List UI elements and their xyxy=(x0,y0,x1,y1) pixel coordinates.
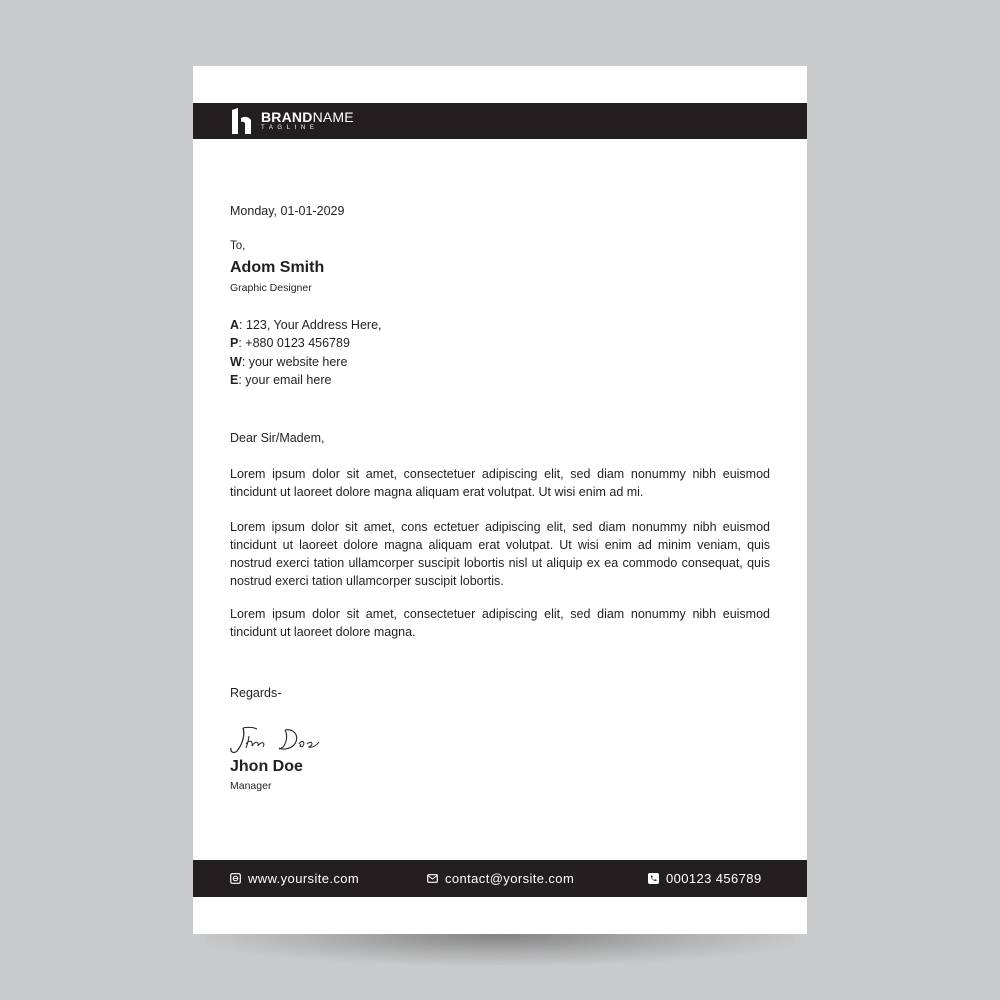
recipient-title: Graphic Designer xyxy=(230,282,312,294)
phone-icon xyxy=(648,873,659,884)
website-line xyxy=(230,353,382,371)
address-key: A xyxy=(230,318,240,332)
website-value: : your website here xyxy=(241,354,348,369)
sender-title: Manager xyxy=(230,780,272,792)
brand-name-light: NAME xyxy=(312,109,354,125)
email-value: : your email here xyxy=(238,372,332,387)
address-value: : 123, Your Address Here, xyxy=(239,318,382,332)
to-label: To, xyxy=(230,240,246,252)
body-paragraph: Lorem ipsum dolor sit amet, consectetuer adipiscing elit, sed diam nonummy nibh euismod tincidunt ut laoreet dolore magna aliquam erat volutpat. Ut wisi enim ad mi. xyxy=(230,467,770,499)
brand-tagline: TAGLINE xyxy=(261,125,319,131)
brand-name-bold: BRAND xyxy=(261,109,313,125)
letter-date: Monday, 01-01-2029 xyxy=(230,204,345,218)
website-key: W xyxy=(230,354,242,369)
address-line xyxy=(230,316,382,334)
footer-email-text: contact@yorsite.com xyxy=(445,871,575,886)
email-key: E xyxy=(230,372,239,387)
header-bar xyxy=(193,103,807,139)
mail-icon xyxy=(427,873,438,884)
brand-logo-icon xyxy=(231,108,253,134)
closing: Regards- xyxy=(230,686,282,700)
footer-website-text: www.yoursite.com xyxy=(248,871,360,886)
greeting: Dear Sir/Madem, xyxy=(230,431,325,445)
signature xyxy=(229,724,325,758)
brand-name xyxy=(261,109,354,125)
sender-name: Jhon Doe xyxy=(230,758,303,775)
body-paragraph: Lorem ipsum dolor sit amet, cons ectetuer adipiscing elit, sed diam nonummy nibh euismod tincidunt ut laoreet dolore magna aliquam erat volutpat. Ut wisi enim ad minim veniam, quis nostrud exerci tation ullamcorper suscipit lobortis nisl ut aliquip ex ea commodo consequat, quis nostrud exerci tation ullamcorper suscipit lobortis. xyxy=(230,520,770,588)
phone-value: : +880 0123 456789 xyxy=(238,336,350,351)
globe-icon xyxy=(230,873,241,884)
recipient-name: Adom Smith xyxy=(230,259,325,276)
phone-key: P xyxy=(230,336,239,351)
phone-line xyxy=(230,334,382,352)
body-paragraph: Lorem ipsum dolor sit amet, consectetuer adipiscing elit, sed diam nonummy nibh euismod tincidunt ut laoreet dolore magna. xyxy=(230,607,770,639)
footer-bar xyxy=(193,860,807,897)
letterhead-sheet xyxy=(193,66,807,934)
recipient-contact xyxy=(230,316,382,389)
footer-phone-text: 000123 456789 xyxy=(666,871,762,886)
email-line xyxy=(230,371,382,389)
